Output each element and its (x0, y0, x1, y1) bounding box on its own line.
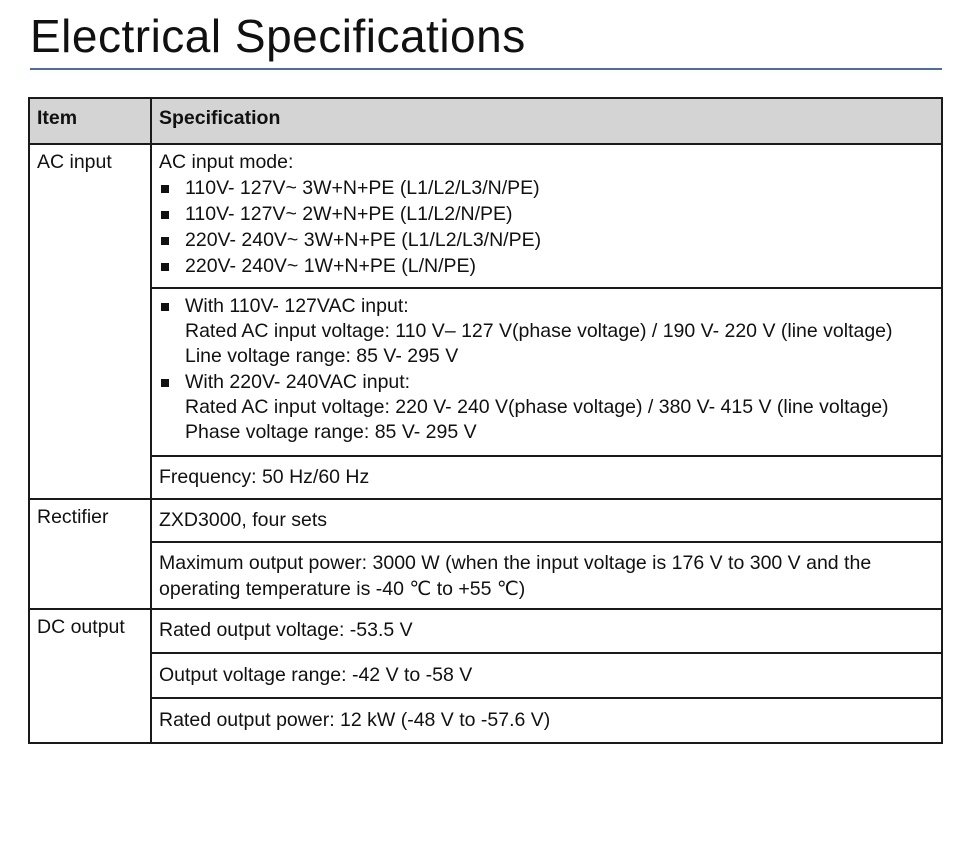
frequency-cell: Frequency: 50 Hz/60 Hz (151, 456, 942, 499)
item-dc-output: DC output (29, 609, 151, 743)
list-item: 110V- 127V~ 2W+N+PE (L1/L2/N/PE) (159, 201, 935, 227)
rated-110-text: Rated AC input voltage: 110 V– 127 V(phase voltage) / 190 V- 220 V (line voltage) (185, 320, 893, 342)
bullet-square-icon (161, 185, 169, 193)
page-title: Electrical Specifications (30, 10, 526, 62)
table-row (29, 653, 942, 698)
dc-rated-power-cell: Rated output power: 12 kW (-48 V to -57.6 V) (151, 698, 942, 743)
ac-input-mode-heading: AC input mode: (159, 151, 294, 173)
range-110-text: Line voltage range: 85 V- 295 V (185, 345, 459, 367)
ac-input-mode-cell (151, 144, 942, 288)
list-item: With 220V- 240VAC input: (159, 369, 935, 395)
table-row (29, 499, 942, 542)
range-220-text: Phase voltage range: 85 V- 295 V (185, 421, 477, 443)
table-row (29, 609, 942, 653)
table-row (29, 144, 942, 288)
list-item: 110V- 127V~ 3W+N+PE (L1/L2/L3/N/PE) (159, 175, 935, 201)
table-row (29, 698, 942, 743)
bullet-square-icon (161, 263, 169, 271)
rectifier-power-cell: Maximum output power: 3000 W (when the input voltage is 176 V to 300 V and the operating temperature is -40 ℃ to +55 ℃) (151, 542, 942, 609)
header-specification: Specification (151, 98, 942, 144)
item-rectifier: Rectifier (29, 499, 151, 609)
bullet-square-icon (161, 303, 169, 311)
rated-220-text: Rated AC input voltage: 220 V- 240 V(phase voltage) / 380 V- 415 V (line voltage) (185, 396, 889, 418)
table-row (29, 288, 942, 456)
electrical-spec-table (28, 97, 943, 744)
bullet-square-icon (161, 211, 169, 219)
list-item: With 110V- 127VAC input: (159, 293, 935, 319)
list-item: 220V- 240V~ 1W+N+PE (L/N/PE) (159, 253, 935, 279)
item-ac-input: AC input (29, 144, 151, 499)
bullet-square-icon (161, 379, 169, 387)
dc-rated-voltage-cell: Rated output voltage: -53.5 V (151, 609, 942, 653)
header-item: Item (29, 98, 151, 144)
rectifier-model-cell: ZXD3000, four sets (151, 499, 942, 542)
dc-voltage-range-cell: Output voltage range: -42 V to -58 V (151, 653, 942, 698)
bullet-square-icon (161, 237, 169, 245)
table-row (29, 456, 942, 499)
table-row (29, 542, 942, 609)
table-header-row (29, 98, 942, 144)
list-item: 220V- 240V~ 3W+N+PE (L1/L2/L3/N/PE) (159, 227, 935, 253)
title-underline (30, 68, 942, 70)
ac-input-voltage-cell (151, 288, 942, 456)
